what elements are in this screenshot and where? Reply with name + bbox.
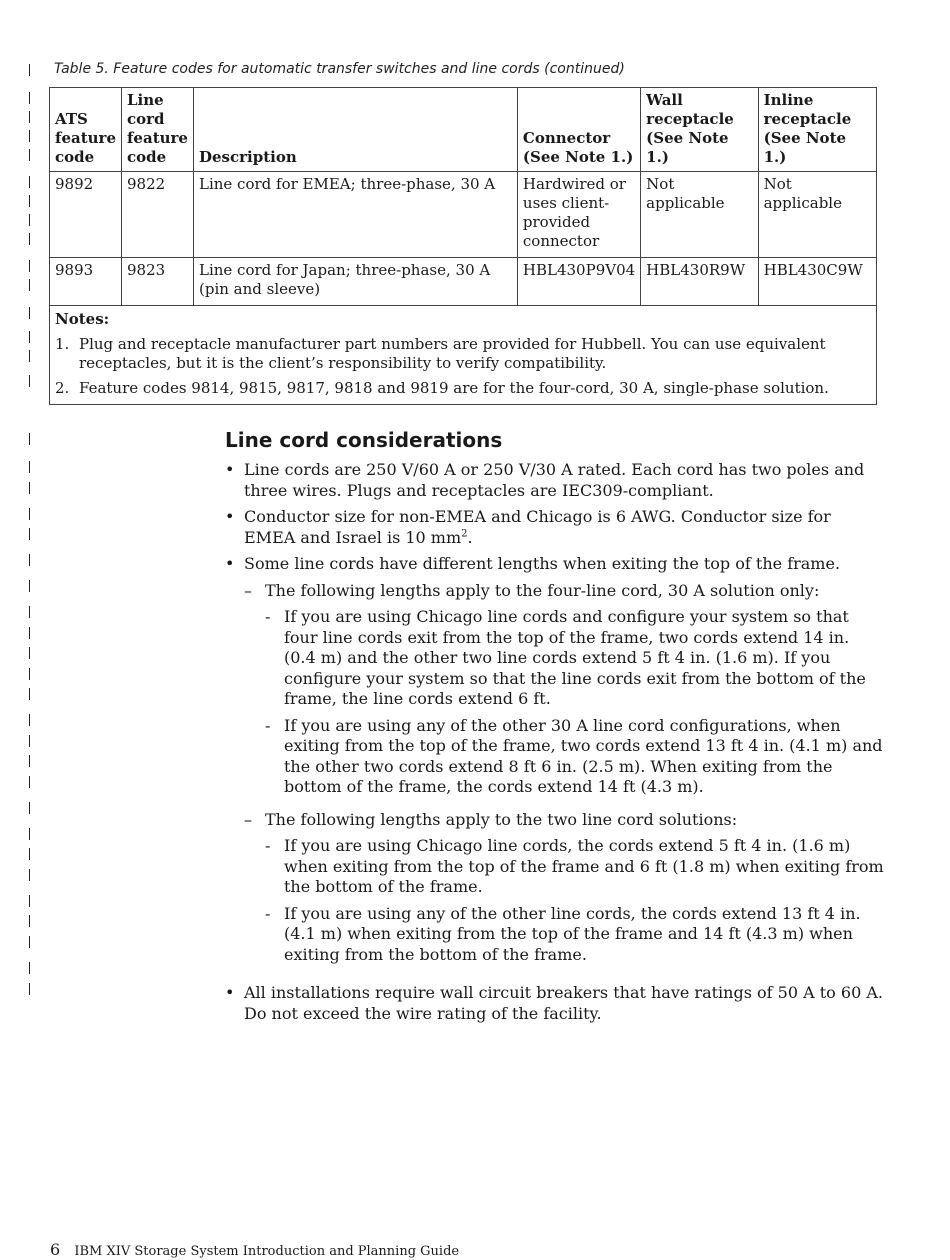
change-bar [29,307,30,319]
notes-title: Notes: [55,310,110,328]
table-cell: HBL430P9V04 [517,258,640,306]
table-caption: Table 5. Feature codes for automatic transfer switches and line cords (continued) [54,61,625,77]
column-header-inline-receptacle: Inline receptacle (See Note 1.) [758,88,876,172]
change-bar [29,936,30,948]
list-item-text: Line cords are 250 V/60 A or 250 V/30 A rated. Each cord has two poles and three wires. Plugs and receptacles are IEC309-compliant. [244,460,865,500]
change-bar [29,331,30,343]
change-bar [29,482,30,494]
sub-sub-list-item [265,607,885,710]
change-bar [29,111,30,123]
table-notes-row [50,306,877,405]
sub-sub-list [265,607,885,798]
dash-mark: – [244,580,252,600]
change-bar [29,279,30,291]
bullet-list [225,460,885,1024]
note-item [55,335,871,373]
sub-sub-list [265,836,885,965]
sub-sub-list-item-text: If you are using Chicago line cords and configure your system so that four line cords exit from the top of the frame, two cords extend 14 in. (0.4 m) and the other two line cords extend 5 ft 4 in. (1.6 m). If you configure your system so that the line cords exit from the bottom of the frame, the line cords extend 6 ft. [284,607,866,708]
change-bar [29,260,30,272]
list-item [225,554,885,977]
change-bar [29,869,30,881]
sub-sub-list-item-text: If you are using any of the other line cords, the cords extend 13 ft 4 in. (4.1 m) when exiting from the top of the frame and 14 ft (4.3 m) when exiting from the bottom of the frame. [284,903,861,964]
change-bar [29,714,30,726]
sub-list-item-text: The following lengths apply to the two line cord solutions: [265,809,738,829]
list-item-text-end: . [467,527,473,547]
section-heading: Line cord considerations [225,428,503,452]
feature-codes-table [49,87,877,405]
list-item [225,507,885,548]
change-bar [29,554,30,566]
list-item [225,983,885,1024]
table-row [50,172,877,258]
list-item-text [244,507,885,548]
sub-sub-list-item-text: If you are using Chicago line cords, the cords extend 5 ft 4 in. (1.6 m) when exiting from the top of the frame and 6 ft (1.8 m) when exiting from the bottom of the frame. [284,836,884,896]
table-cell: 9893 [50,258,122,306]
sub-sub-list-item-text: If you are using any of the other 30 A line cord configurations, when exiting from the top of the frame, two cords extend 13 ft 4 in. (4.1 m) and the other two cords extend 8 ft 6 in. (2.5 m). When exiting from the bottom of the frame, the cords extend 14 ft (4.3 m). [284,715,883,796]
table-notes [50,306,877,405]
change-bar [29,755,30,767]
hyphen-mark: - [265,607,271,626]
table-cell: Not applicable [641,172,758,258]
hyphen-mark: - [265,903,271,923]
sub-list-item [244,810,885,972]
change-bar [29,149,30,161]
sub-list [244,581,885,972]
table-cell: Line cord for EMEA; three-phase, 30 A [193,172,517,258]
change-bar [29,776,30,788]
change-bar [29,647,30,659]
list-item-text-main: Conductor size for non-EMEA and Chicago is 6 AWG. Conductor size for EMEA and Israel is 10 mm [244,507,831,547]
bullet-mark: • [225,460,235,479]
change-bar [29,962,30,974]
column-header-ats: ATS feature code [50,88,122,172]
change-bar [29,668,30,680]
change-bar [29,580,30,592]
change-bar [29,983,30,995]
note-number: 1. [55,335,70,353]
table-row [50,258,877,306]
note-text: Feature codes 9814, 9815, 9817, 9818 and 9819 are for the four-cord, 30 A, single-phase solution. [79,379,829,397]
list-item-text: Some line cords have different lengths when exiting the top of the frame. [244,554,841,573]
list-item-body [244,554,885,977]
list-item [225,460,885,501]
table-cell: HBL430C9W [758,258,876,306]
change-bar [29,915,30,927]
page-number: 6 [50,1240,61,1259]
note-number: 2. [55,379,70,397]
column-header-description: Description [193,88,517,172]
change-bar [29,688,30,700]
table-cell: HBL430R9W [641,258,758,306]
sub-list-item-body [265,810,885,972]
hyphen-mark: - [265,836,271,855]
change-bar [29,735,30,747]
change-bar [29,528,30,540]
sub-sub-list-item [265,904,885,966]
change-bar [29,606,30,618]
change-bar [29,433,30,445]
list-item-text: All installations require wall circuit breakers that have ratings of 50 A to 60 A. Do not exceed the wire rating of the facility. [244,983,883,1023]
change-bar [29,508,30,520]
table-cell: 9892 [50,172,122,258]
change-bar [29,848,30,860]
page-footer [50,1240,459,1259]
change-bar [29,64,30,76]
change-bar [29,92,30,104]
hyphen-mark: - [265,715,271,735]
column-header-connector: Connector (See Note 1.) [517,88,640,172]
footer-title: IBM XIV Storage System Introduction and Planning Guide [74,1244,460,1259]
sub-sub-list-item [265,836,885,898]
superscript: 2 [461,528,468,540]
dash-mark: – [244,809,252,829]
change-bar [29,375,30,387]
change-bar [29,802,30,814]
change-bar [29,195,30,207]
sub-list-item [244,581,885,804]
change-bar [29,130,30,142]
change-bar [29,233,30,245]
sub-list-item-body [265,581,885,804]
note-item [55,379,871,398]
bullet-mark: • [225,983,235,1002]
change-bar [29,627,30,639]
note-text: Plug and receptacle manufacturer part numbers are provided for Hubbell. You can use equivalent receptacles, but it is the client’s responsibility to verify compatibility. [79,335,826,372]
line-cord-section [225,428,885,1030]
sub-sub-list-item [265,716,885,798]
change-bar [29,214,30,226]
table-cell: Hardwired or uses client-provided connector [517,172,640,258]
column-header-wall-receptacle: Wall receptacle (See Note 1.) [641,88,758,172]
table-cell: 9822 [121,172,193,258]
table-cell: Not applicable [758,172,876,258]
sub-list-item-text: The following lengths apply to the four-line cord, 30 A solution only: [265,580,820,600]
bullet-mark: • [225,554,235,573]
table-cell: 9823 [121,258,193,306]
change-bar [29,176,30,188]
bullet-mark: • [225,507,235,526]
change-bar [29,350,30,362]
table-header-row [50,88,877,172]
column-header-line-cord: Line cord feature code [121,88,193,172]
change-bar [29,461,30,473]
table-cell: Line cord for Japan; three-phase, 30 A (pin and sleeve) [193,258,517,306]
change-bar [29,828,30,840]
change-bar [29,895,30,907]
